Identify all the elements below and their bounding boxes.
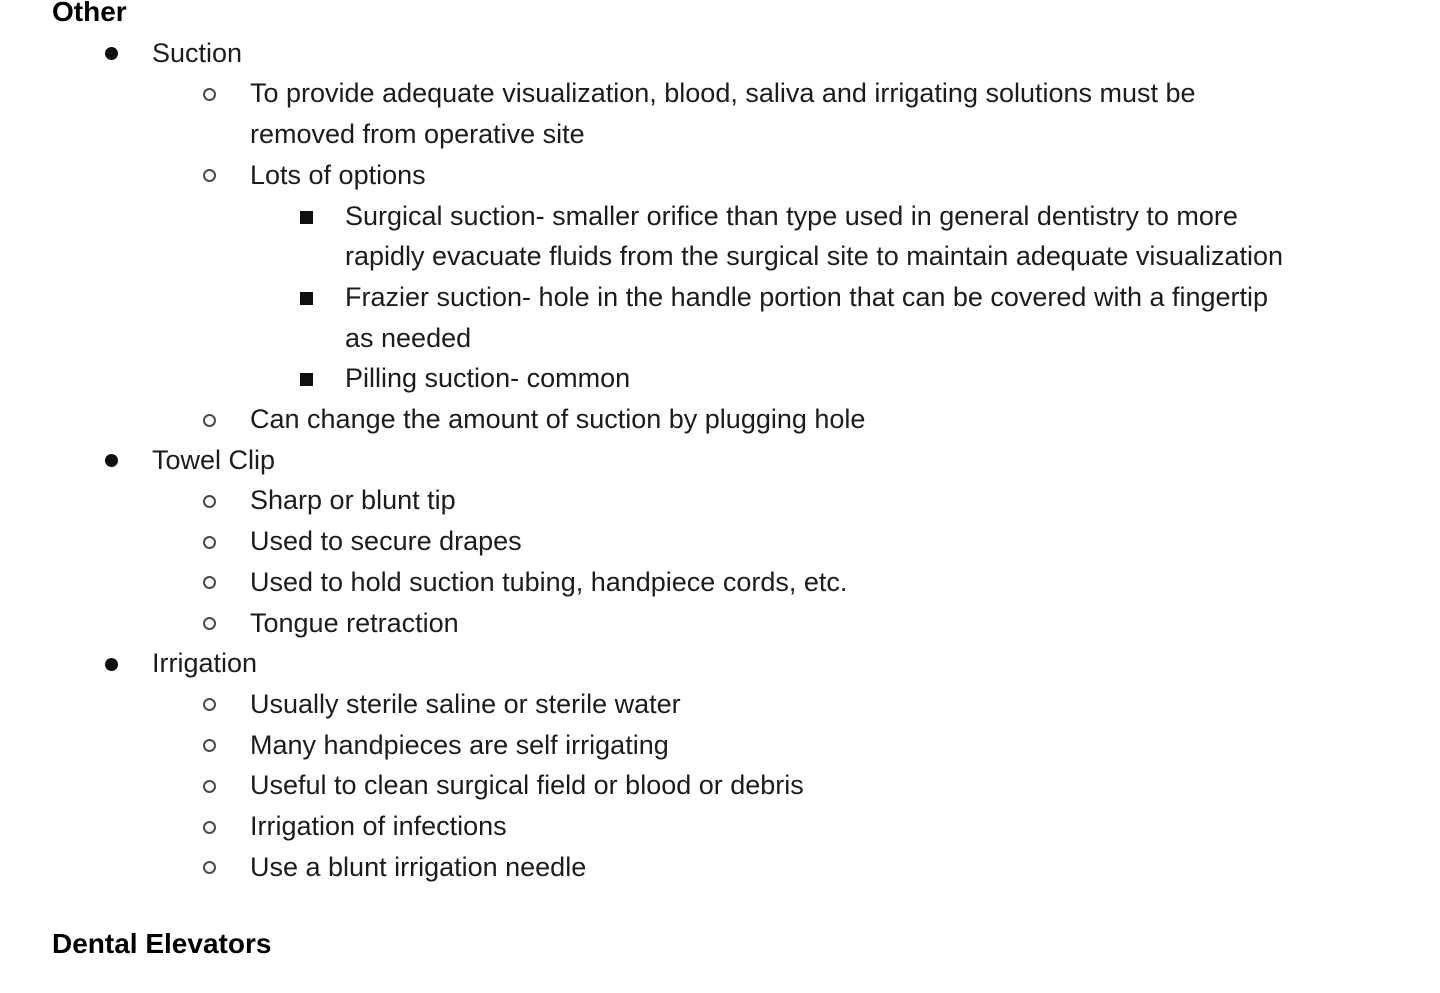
bullet-circle-icon	[203, 780, 216, 793]
list-item	[0, 33, 1440, 74]
section-heading: Other	[52, 0, 127, 27]
bullet-circle-icon	[203, 739, 216, 752]
list-item-text: Use a blunt irrigation needle	[250, 851, 587, 882]
list-item-text: Irrigation of infections	[250, 811, 507, 842]
bullet-disc-icon	[105, 454, 118, 467]
list-item-text: Sharp or blunt tip	[250, 485, 456, 516]
list-item	[0, 480, 1440, 521]
list-item	[0, 155, 1440, 196]
list-item	[0, 806, 1440, 847]
list-item	[0, 521, 1440, 562]
bullet-square-icon	[300, 373, 313, 386]
list-item-text: Suction	[152, 37, 243, 68]
bullet-circle-icon	[203, 536, 216, 549]
bullet-list	[0, 33, 1440, 888]
list-item	[0, 765, 1440, 806]
list-item-text: Usually sterile saline or sterile water	[250, 688, 681, 719]
list-item-text: Surgical suction- smaller orifice than type used in general dentistry to more rapidly evacuate fluids from the surgical site to maintain adequate visualization	[345, 200, 1284, 272]
bullet-square-icon	[300, 211, 313, 224]
list-item-text: Towel Clip	[152, 444, 276, 475]
list-item	[0, 196, 1440, 277]
bullet-circle-icon	[203, 821, 216, 834]
list-item	[0, 73, 1440, 154]
list-item	[0, 399, 1440, 440]
list-item-text: To provide adequate visualization, blood, saliva and irrigating solutions must be removed from operative site	[250, 78, 1196, 150]
bullet-circle-icon	[203, 698, 216, 711]
list-item	[0, 358, 1440, 399]
bullet-square-icon	[300, 292, 313, 305]
list-item	[0, 603, 1440, 644]
bullet-circle-icon	[203, 617, 216, 630]
list-item	[0, 562, 1440, 603]
list-item	[0, 277, 1440, 358]
bullet-disc-icon	[105, 658, 118, 671]
bullet-circle-icon	[203, 414, 216, 427]
list-item	[0, 643, 1440, 684]
bullet-circle-icon	[203, 169, 216, 182]
notes-section	[0, 924, 1440, 965]
list-item-text: Used to hold suction tubing, handpiece cords, etc.	[250, 566, 848, 597]
bullet-circle-icon	[203, 861, 216, 874]
list-item	[0, 440, 1440, 481]
list-item	[0, 847, 1440, 888]
list-item-text: Useful to clean surgical field or blood or debris	[250, 770, 804, 801]
list-item-text: Used to secure drapes	[250, 526, 522, 557]
list-item-text: Can change the amount of suction by plugging hole	[250, 404, 866, 435]
bullet-circle-icon	[203, 576, 216, 589]
list-item-text: Lots of options	[250, 159, 426, 190]
list-item-text: Tongue retraction	[250, 607, 459, 638]
list-item	[0, 725, 1440, 766]
bullet-circle-icon	[203, 88, 216, 101]
bullet-disc-icon	[105, 47, 118, 60]
list-item-text: Irrigation	[152, 648, 258, 679]
list-item	[0, 684, 1440, 725]
list-item-text: Many handpieces are self irrigating	[250, 729, 669, 760]
list-item-text: Pilling suction- common	[345, 363, 631, 394]
list-item-text: Frazier suction- hole in the handle portion that can be covered with a fingertip as needed	[345, 281, 1269, 353]
section-heading: Dental Elevators	[52, 928, 272, 960]
bullet-circle-icon	[203, 495, 216, 508]
